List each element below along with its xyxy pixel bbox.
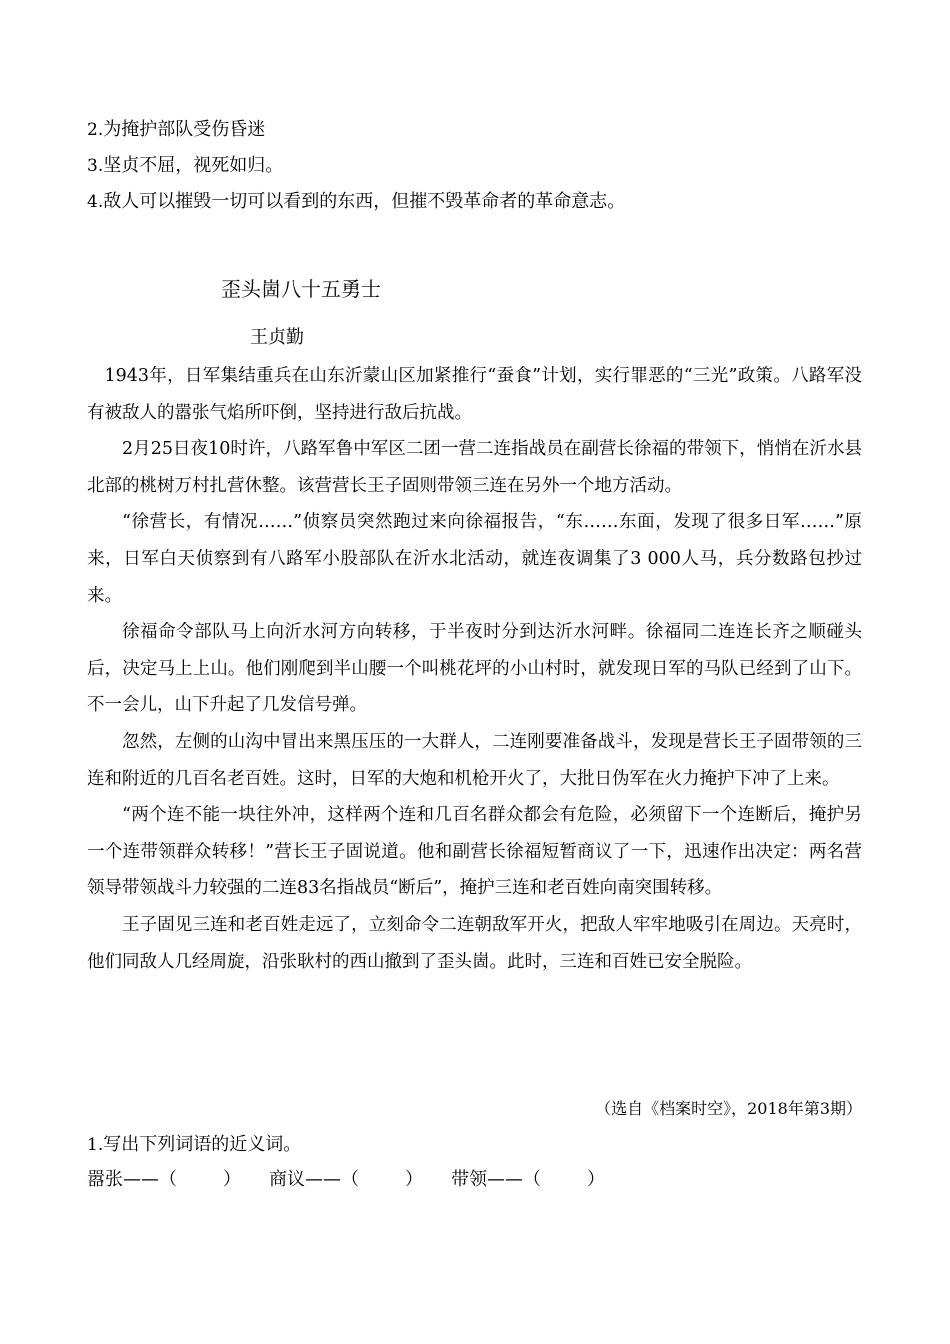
question-1-text: 写出下列词语的近义词。 <box>103 1134 302 1155</box>
paragraph: 2月25日夜10时许，八路军鲁中军区二团一营二连指战员在副营长徐福的带领下，悄悄在沂水县北部的桃树万村扎营休整。该营营长王子固则带领三连在另外一个地方活动。 <box>87 439 862 496</box>
answer-4-text: 敌人可以摧毁一切可以看到的东西，但摧不毁革命者的革命意志。 <box>103 191 626 212</box>
article-title: 歪头崮八十五勇士 <box>221 277 381 301</box>
blank-label-3: 带领——（ <box>451 1169 541 1190</box>
blank-label-1: 嚣张——（ <box>87 1169 177 1190</box>
paragraph: 1943年，日军集结重兵在山东沂蒙山区加紧推行“蚕食”计划，实行罪恶的“三光”政策。八路军没有被敌人的嚣张气焰所吓倒，坚持进行敌后抗战。 <box>87 366 862 423</box>
answer-2-text: 为掩护部队受伤昏迷 <box>103 119 266 140</box>
paragraph: 王子固见三连和老百姓走远了，立刻命令二连朝敌军开火，把敌人牢牢地吸引在周边。天亮时，他们同敌人几经周旋，沿张耿村的西山撤到了歪头崮。此时，三连和百姓已安全脱险。 <box>87 914 862 972</box>
answer-4-number: 4. <box>87 192 104 212</box>
paragraph: “两个连不能一块往外冲，这样两个连和几百名群众都会有危险，必须留下一个连断后，掩护另一个连带领群众转移！”营长王子固说道。他和副营长徐福短暂商议了一下，迅速作出决定：两名营领导带领战斗力较强的二连83名指战员“断后”，掩护三连和老百姓向南突围转移。 <box>87 805 862 899</box>
blank-close-2: ） <box>405 1169 423 1190</box>
question-1 <box>87 1133 301 1157</box>
answer-2 <box>87 119 265 141</box>
synonym-blanks <box>87 1168 605 1192</box>
answer-3-text: 坚贞不屈，视死如归。 <box>103 155 284 176</box>
answer-2-number: 2. <box>87 120 104 140</box>
article-source: （选自《档案时空》，2018年第3期） <box>595 1099 862 1118</box>
blank-close-3: ） <box>587 1169 605 1190</box>
question-1-number: 1. <box>87 1135 104 1155</box>
article-body <box>87 358 862 980</box>
paragraph: “徐营长，有情况……”侦察员突然跑过来向徐福报告，“东……东面，发现了很多日军……”原来，日军白天侦察到有八路军小股部队在沂水北活动，就连夜调集了3 000人马，兵分数路包抄过来。 <box>87 512 862 606</box>
blank-label-2: 商议——（ <box>269 1169 359 1190</box>
blank-close-1: ） <box>223 1169 241 1190</box>
answer-4 <box>87 191 625 213</box>
article-author: 王贞勤 <box>250 327 304 348</box>
paragraph: 徐福命令部队马上向沂水河方向转移，于半夜时分到达沂水河畔。徐福同二连连长齐之顺碰头后，决定马上上山。他们刚爬到半山腰一个叫桃花坪的小山村时，就发现日军的马队已经到了山下。不一会儿，山下升起了几发信号弹。 <box>87 622 862 716</box>
paragraph: 忽然，左侧的山沟中冒出来黑压压的一大群人，二连刚要准备战斗，发现是营长王子固带领的三连和附近的几百名老百姓。这时，日军的大炮和机枪开火了，大批日伪军在火力掩护下冲了上来。 <box>87 731 862 789</box>
answer-3-number: 3. <box>87 156 104 176</box>
answer-3 <box>87 155 283 177</box>
